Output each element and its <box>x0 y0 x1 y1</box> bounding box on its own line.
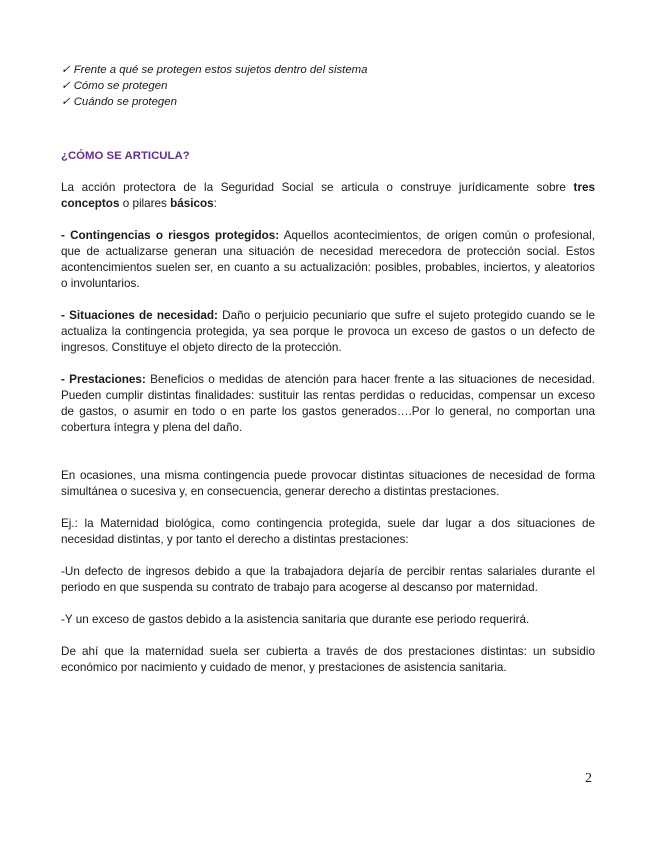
document-page <box>61 62 595 676</box>
checklist-item: ✓ Frente a qué se protegen estos sujetos dentro del sistema <box>61 64 368 76</box>
situaciones-text: Daño o perjuicio pecuniario que sufre el sujeto protegido cuando se le actualiza la contingencia protegida, ya sea porque le provoca un exceso de gastos o un defecto de ingresos. Constituye el objeto directo de la protección. <box>61 309 595 354</box>
situaciones-label: - Situaciones de necesidad: <box>61 309 218 322</box>
intro-mid: o pilares <box>119 197 171 210</box>
prestaciones-label: - Prestaciones: <box>61 373 146 386</box>
conclusion-paragraph: De ahí que la maternidad suela ser cubierta a través de dos prestaciones distintas: un subsidio económico por nacimiento y cuidado de menor, y prestaciones de asistencia sanitaria. <box>61 645 595 674</box>
intro-paragraph <box>61 180 595 212</box>
contingencias-paragraph <box>61 228 595 292</box>
section-heading: ¿CÓMO SE ARTICULA? <box>61 150 190 162</box>
contingencias-label: - Contingencias o riesgos protegidos: <box>61 229 280 242</box>
defecto-paragraph: -Un defecto de ingresos debido a que la trabajadora dejaría de percibir rentas salariales durante el periodo en que suspenda su contrato de trabajo para acogerse al descanso por maternidad. <box>61 565 595 594</box>
checklist-item: ✓ Cuándo se protegen <box>61 96 177 108</box>
checklist <box>61 62 595 110</box>
intro-text: La acción protectora de la Seguridad Social se articula o construye jurídicamente sobre <box>61 181 574 194</box>
ocasiones-paragraph: En ocasiones, una misma contingencia puede provocar distintas situaciones de necesidad de forma simultánea o sucesiva y, en consecuencia, generar derecho a distintas prestaciones. <box>61 469 595 498</box>
contingencias-text: Aquellos acontecimientos, de origen común o profesional, que de actualizarse generan una situación de necesidad merecedora de protección social. Estos acontencimientos suelen ser, en cuanto a su actualización: posibles, probables, inciertos, y aleatorios o involuntarios. <box>61 229 595 290</box>
ejemplo-paragraph: Ej.: la Maternidad biológica, como contingencia protegida, suele dar lugar a dos situaciones de necesidad distintas, y por tanto el derecho a distintas prestaciones: <box>61 517 595 546</box>
intro-bold-concepts: tres conceptos <box>61 181 595 210</box>
situaciones-paragraph <box>61 308 595 356</box>
exceso-paragraph: -Y un exceso de gastos debido a la asistencia sanitaria que durante ese periodo requerirá. <box>61 613 530 626</box>
intro-end: : <box>213 197 217 210</box>
checklist-item: ✓ Cómo se protegen <box>61 80 168 92</box>
intro-bold-basicos: básicos <box>170 197 214 210</box>
prestaciones-text: Beneficios o medidas de atención para hacer frente a las situaciones de necesidad. Pueden cumplir distintas finalidades: sustituir las rentas perdidas o reducidas, compensar un exceso de gastos, o asumir en todo o en parte los gastos generados….Por lo general, no comportan una cobertura íntegra y plena del daño. <box>61 373 595 434</box>
page-number: 2 <box>585 771 592 786</box>
prestaciones-paragraph <box>61 372 595 436</box>
